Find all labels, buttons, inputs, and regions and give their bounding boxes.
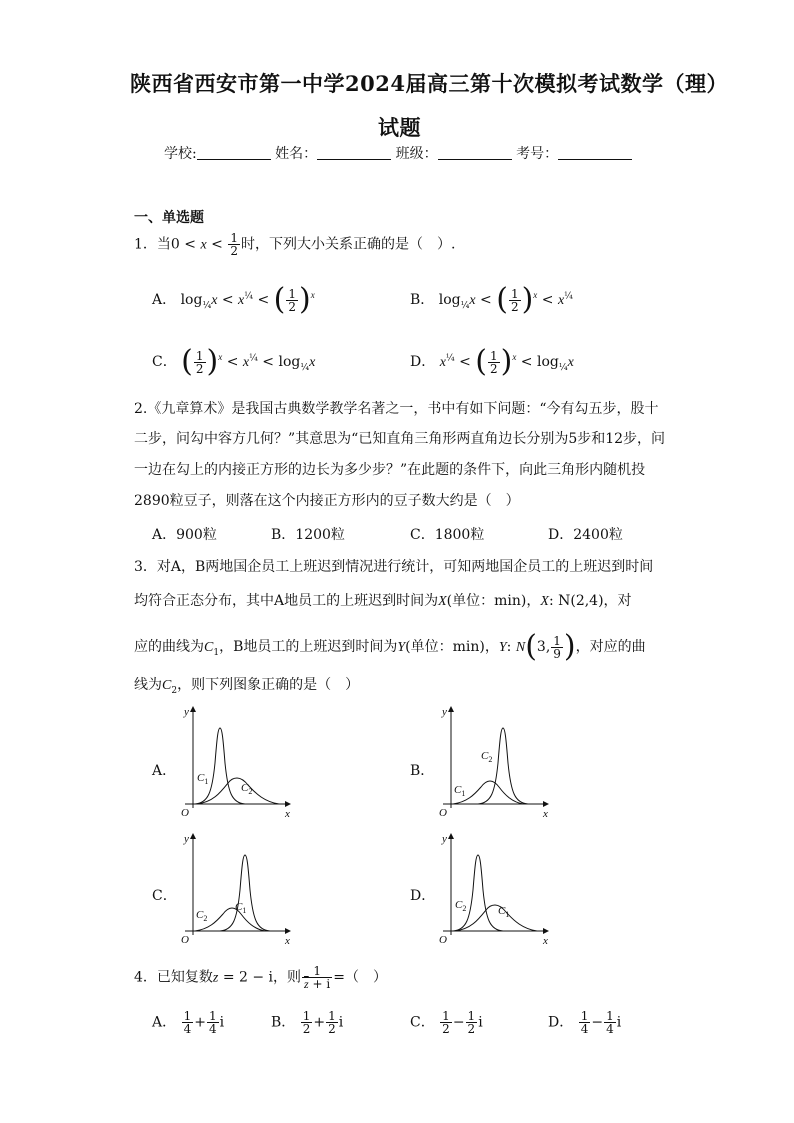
name-label: 姓名： [275,146,318,162]
question-2-line3: 一边在勾上的内接正方形的边长为多少步？”在此题的条件下，向此三角形内随机投 [134,462,646,478]
x-label: x [285,808,290,818]
question-2-line1: 2.《九章算术》是我国古典数学教学名著之一，书中有如下问题：“今有勾五步，股十 [134,401,659,417]
svg-text:C1: $C_1$ [454,784,466,798]
question-4-stem: 4．已知复数z = 2 − i，则 $\frac{1}{\overline{z} + i}$ =（ ） [134,964,387,991]
q2-option-c[interactable]: C．1800粒 [410,527,485,543]
y-label: y [442,833,447,845]
svg-text:C2: $C_2$ [455,899,467,913]
curve-c2 [478,728,528,804]
origin-label: O [181,934,189,945]
question-2-line4: 2890粒豆子，则落在这个内接正方形内的豆子数大约是（ ） [134,493,520,509]
x-label: x [543,935,548,945]
origin-label: O [181,807,189,818]
q1-option-b[interactable]: B． $\log_{\frac{1}{4}}x$ < ( $\frac{1}{2}$ )$^x < x^{\frac{1}{4}}$ [410,282,573,317]
svg-text:C1: $C_1$ [235,901,247,915]
curve-c1 [220,855,270,931]
question-3-line2: 均符合正态分布，其中A地员工的上班迟到时间为X(单位：min)，X: N(2,4)，对 [134,593,632,609]
name-input[interactable] [317,145,391,160]
question-3-line3: 应的曲线为$C_1$，B地员工的上班迟到时间为Y(单位：min)，Y: N(3, $\frac{1}{9}$ )，对应的曲 [134,629,646,664]
origin-label: O [439,807,447,818]
question-2-line2: 二步，问勾中容方几何？”其意思为“已知直角三角形两直角边长分别为5步和12步，问 [134,431,666,447]
q3-graph-d [433,830,553,945]
section-title: 一、单选题 [134,210,204,226]
page-title-line2: 试题 [378,115,421,140]
y-label: y [184,706,189,718]
curve-c2 [197,778,279,804]
question-1-stem: 1．当0 < x < $\frac{1}{2}$ 时，下列大小关系正确的是（ ）. [134,231,456,258]
q2-option-b[interactable]: B．1200粒 [271,527,345,543]
exam-number-input[interactable] [558,145,632,160]
q1-option-d[interactable]: D． $x^{\frac{1}{4}}$ < ( $\frac{1}{2}$ )$^x < \log_{\frac{1}{4}}x$ [410,344,574,379]
q3-graph-c [175,830,295,945]
info-fields [164,143,632,165]
q4-option-c[interactable]: C． $\frac{1}{2}$ − $\frac{1}{2}$ i [410,1009,483,1036]
school-label: 学校: [164,146,197,162]
exam-number-label: 考号： [516,146,559,162]
x-label: x [543,808,548,818]
q4-option-b[interactable]: B． $\frac{1}{2}$ + $\frac{1}{2}$ i [271,1009,344,1036]
q3-option-a-label[interactable]: A． [152,763,177,779]
class-input[interactable] [438,145,512,160]
page-title-line1: 陕西省西安市第一中学2024届高三第十次模拟考试数学（理） [130,71,728,96]
curve-c1 [455,905,537,931]
q3-graph-b [433,703,553,818]
svg-text:C2: $C_2$ [241,782,253,796]
q4-option-a[interactable]: A． $\frac{1}{4}$ + $\frac{1}{4}$ i [152,1009,225,1036]
q2-option-d[interactable]: D．2400粒 [548,527,623,543]
school-input[interactable] [197,145,271,160]
class-label: 班级： [395,146,438,162]
svg-text:C1: $C_1$ [498,905,510,919]
q2-option-a[interactable]: A．900粒 [152,527,217,543]
y-label: y [184,833,189,845]
svg-text:C1: $C_1$ [197,772,209,786]
q3-option-d-label[interactable]: D． [410,888,436,904]
q1-option-c[interactable]: C． ( $\frac{1}{2}$ )$^x < x^{\frac{1}{4}} < \log_{\frac{1}{4}}x$ [152,344,316,379]
q3-graph-a [175,703,295,818]
x-label: x [285,935,290,945]
q4-option-d[interactable]: D． $\frac{1}{4}$ − $\frac{1}{4}$ i [548,1009,622,1036]
svg-text:C2: $C_2$ [196,909,208,923]
origin-label: O [439,934,447,945]
question-3-line4: 线为$C_2$，则下列图象正确的是（ ） [134,677,360,696]
q3-option-c-label[interactable]: C． [152,888,177,904]
question-3-line1: 3．对A，B两地国企员工上班迟到情况进行统计，可知两地国企员工的上班迟到时间 [134,559,654,575]
svg-text:C2: $C_2$ [481,750,493,764]
q3-option-b-label[interactable]: B． [410,763,435,779]
y-label: y [442,706,447,718]
q1-option-a[interactable]: A． $\log_{\frac{1}{4}}x < x^{\frac{1}{4}}$ < ( $\frac{1}{2}$ )$^x$ [152,282,315,317]
